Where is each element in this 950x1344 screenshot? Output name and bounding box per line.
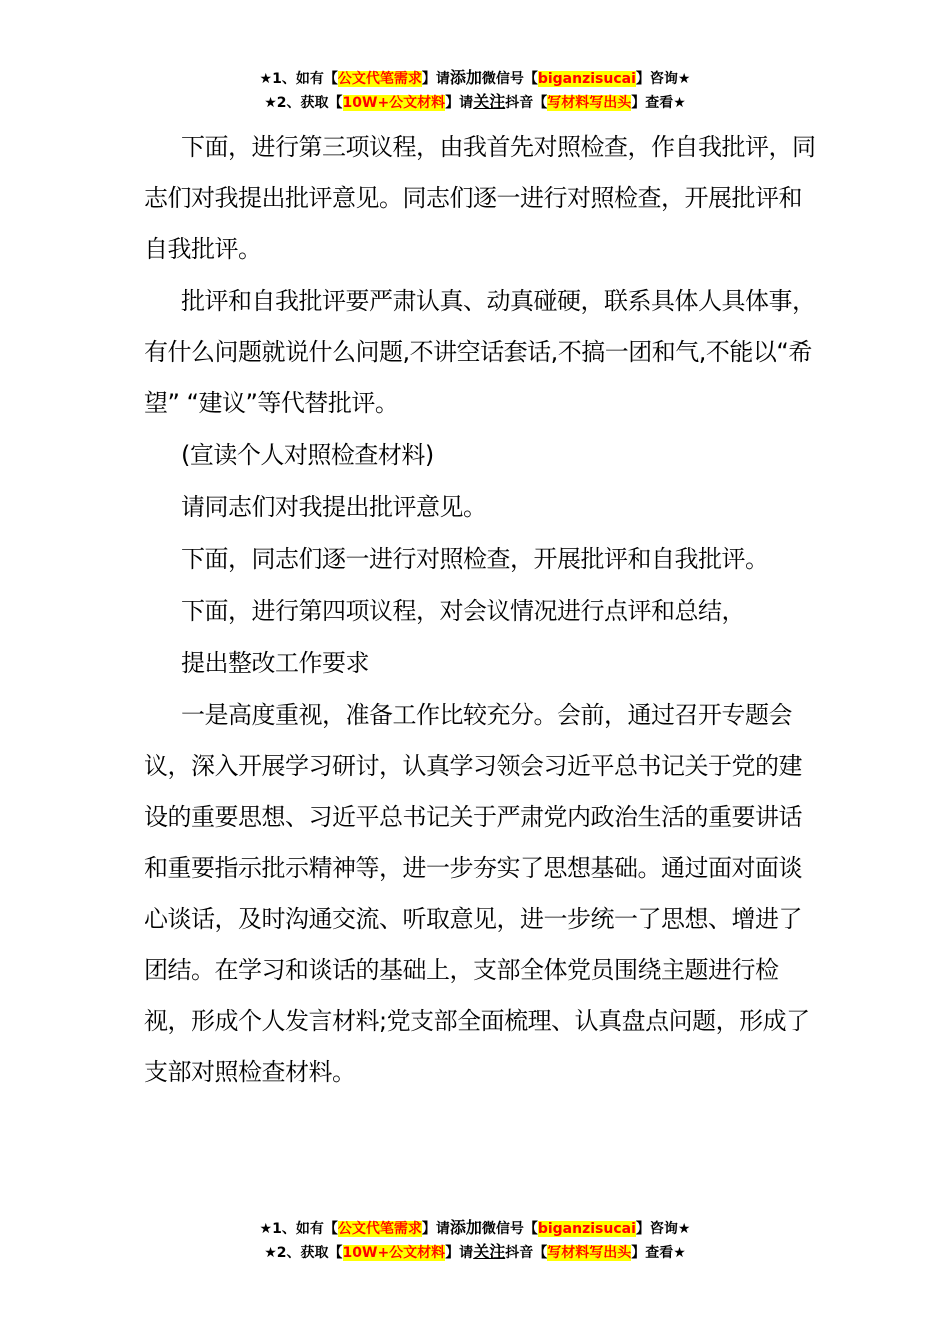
document-body bbox=[144, 122, 816, 1099]
header-line-2 bbox=[0, 90, 950, 114]
footer-line-2-text: 】请 bbox=[445, 1245, 474, 1261]
header-line-1 bbox=[0, 66, 950, 90]
footer-line-2-suffix: 】查看★ bbox=[631, 1245, 686, 1261]
paragraph-self-criticism: 下面，同志们逐一进行对照检查，开展批评和自我批评。 bbox=[181, 545, 769, 573]
paragraph-agenda-four: 下面，进行第四项议程，对会议情况进行点评和总结， bbox=[181, 597, 745, 625]
paragraph-criticism-requirements: 批评和自我批评要严肃认真、动真碰硬，联系具体人具体事，有什么问题就说什么问题,不讲空话套话,不搞一团和气,不能以“希望” “建议”等代替批评。 bbox=[144, 287, 816, 417]
paragraph-rectification-title: 提出整改工作要求 bbox=[181, 649, 369, 677]
header-line-1-suffix: 】咨询★ bbox=[635, 71, 691, 87]
paragraph-agenda-three: 下面，进行第三项议程，由我首先对照检查，作自我批评，同志们对我提出批评意见。同志们逐一进行对照检查，开展批评和自我批评。 bbox=[144, 133, 816, 263]
footer-line-1-text-2: 微信号【 bbox=[481, 1221, 538, 1237]
header-line-1-prefix: ★1、如有【 bbox=[259, 71, 338, 87]
header-banner bbox=[0, 66, 950, 114]
footer-wechat-id: biganzisucai bbox=[537, 1221, 636, 1237]
header-line-2-prefix: ★2、获取【 bbox=[264, 95, 343, 111]
header-add-text: 添加 bbox=[449, 68, 482, 87]
footer-line-1-text: 】请 bbox=[421, 1221, 450, 1237]
footer-line-1 bbox=[0, 1216, 950, 1240]
header-line-1-text: 】请 bbox=[421, 71, 450, 87]
header-douyin-name: 写材料写出头 bbox=[547, 95, 632, 111]
footer-line-2-text-2: 抖音【 bbox=[505, 1245, 548, 1261]
header-wechat-id: biganzisucai bbox=[537, 71, 636, 87]
footer-highlight-service: 公文代笔需求 bbox=[337, 1221, 422, 1237]
paragraph-high-attention: 一是高度重视，准备工作比较充分。会前，通过召开专题会议，深入开展学习研讨，认真学习领会习近平总书记关于党的建设的重要思想、习近平总书记关于严肃党内政治生活的重要讲话和重要指示批示精神等，进一步夯实了思想基础。通过面对面谈心谈话，及时沟通交流、听取意见，进一步统一了思想、增进了团结。在学习和谈话的基础上，支部全体党员围绕主题进行检视，形成个人发言材料;党支部全面梳理、认真盘点问题，形成了支部对照检查材料。 bbox=[144, 701, 810, 1086]
header-line-2-text-2: 抖音【 bbox=[505, 95, 548, 111]
header-line-2-suffix: 】查看★ bbox=[631, 95, 686, 111]
footer-add-text: 添加 bbox=[449, 1218, 482, 1237]
footer-line-1-prefix: ★1、如有【 bbox=[259, 1221, 338, 1237]
footer-line-1-suffix: 】咨询★ bbox=[635, 1221, 691, 1237]
footer-banner bbox=[0, 1216, 950, 1264]
footer-douyin-name: 写材料写出头 bbox=[547, 1245, 632, 1261]
footer-highlight-materials: 10W+公文材料 bbox=[342, 1245, 446, 1261]
footer-follow-text: 关注 bbox=[473, 1242, 506, 1261]
header-line-2-text: 】请 bbox=[445, 95, 474, 111]
header-highlight-materials: 10W+公文材料 bbox=[342, 95, 446, 111]
header-highlight-service: 公文代笔需求 bbox=[337, 71, 422, 87]
paragraph-request-opinions: 请同志们对我提出批评意见。 bbox=[181, 493, 487, 521]
paragraph-read-material: (宣读个人对照检查材料) bbox=[181, 441, 434, 469]
footer-line-2 bbox=[0, 1240, 950, 1264]
header-line-1-text-2: 微信号【 bbox=[481, 71, 538, 87]
header-follow-text: 关注 bbox=[473, 92, 506, 111]
footer-line-2-prefix: ★2、获取【 bbox=[264, 1245, 343, 1261]
